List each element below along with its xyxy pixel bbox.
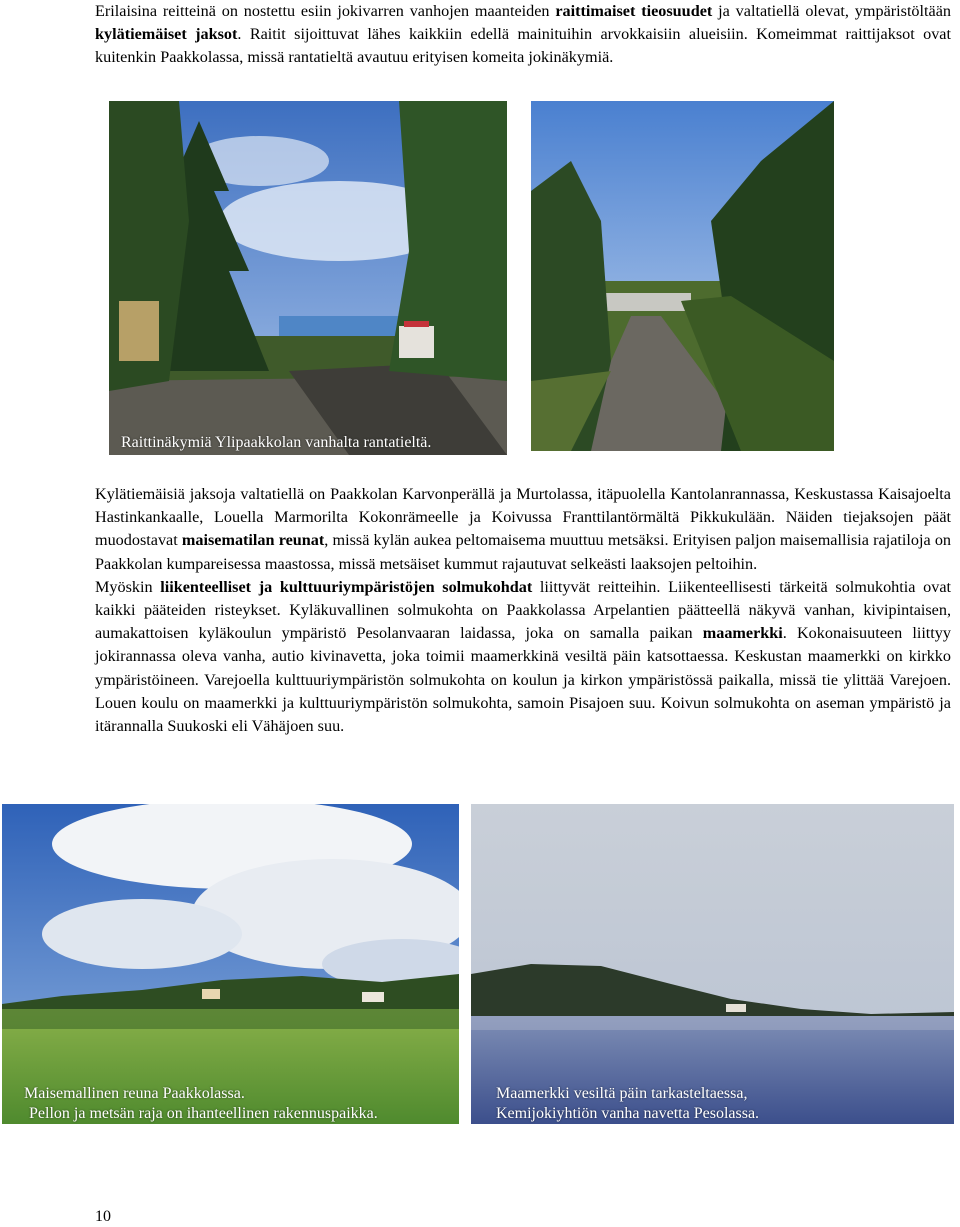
body-text-run: liittyvät reitteihin. Liikenteellisesti tärkeitä solmukohtia ovat kaikki pääteiden risteykset. Kyläkuvallinen solmukohta on Paakkolassa Arpelantien päätteellä näkyvä vanhan, kivipintaisen, aumakattoisen kyläkoulun ympäristö Pesolanvaaran laidassa, joka on samalla paikan bbox=[95, 577, 951, 643]
body-text bbox=[95, 483, 951, 738]
photo-field-edge bbox=[2, 804, 459, 1124]
intro-bold-term: kylätiemäiset jaksot bbox=[95, 25, 238, 44]
intro-text: . Raitit sijoittuvat lähes kaikkiin edellä mainituihin arvokkaisiin alueisiin. Komeimmat raittijaksot ovat kuitenkin Paakkolassa, missä rantatieltä avautuu erityisen komeita jokinäkymiä. bbox=[95, 25, 951, 67]
page-number: 10 bbox=[95, 1208, 111, 1225]
photo-caption: Maisemallinen reuna Paakkolassa. bbox=[24, 1085, 245, 1102]
photo-caption: Kemijokiyhtiön vanha navetta Pesolassa. bbox=[496, 1105, 760, 1122]
photo-village-road-right bbox=[531, 101, 834, 451]
photo-caption: Raittinäkymiä Ylipaakkolan vanhalta rantatieltä. bbox=[121, 434, 432, 451]
body-text-run: , missä kylän aukea peltomaisema muuttuu metsäksi. Erityisen paljon maisemallisia rajatiloja on Paakkolan kumpareisessa maastossa, missä metsäiset kummut rajautuvat selkeästi laaksojen peltoihin. bbox=[95, 531, 952, 573]
body-bold-term: maamerkki bbox=[702, 624, 783, 643]
photo-lake-landmark bbox=[471, 804, 954, 1124]
intro-bold-term: raittimaiset tieosuudet bbox=[555, 2, 713, 20]
intro-paragraph bbox=[95, 0, 951, 70]
body-bold-term: liikenteelliset ja kulttuuriympäristöjen solmukohdat bbox=[160, 577, 533, 596]
intro-text: ja valtatiellä olevat, ympäristöltään bbox=[712, 2, 951, 20]
intro-text: Erilaisina reitteinä on nostettu esiin jokivarren vanhojen maanteiden bbox=[95, 2, 556, 20]
body-text-run: . Kokonaisuuteen liittyy jokirannassa oleva vanha, autio kivinavetta, joka toimii maamerkkinä vesiltä päin katsottaessa. Keskustan maamerkki on kirkko ympäristöineen. Varejoella kulttuuriympäristön solmukohta on koulun ja kirkon ympäristössä paikalla, missä tie ylittää Varejoen. Louen koulu on maamerkki ja kulttuuriympäristön solmukohta, samoin Pisajoen suu. Koivun solmukohta on aseman ympäristö ja itärannalla Suukoski eli Vähäjoen suu. bbox=[95, 624, 951, 736]
photo-caption: Maamerkki vesiltä päin tarkasteltaessa, bbox=[496, 1085, 748, 1102]
photo-caption: Pellon ja metsän raja on ihanteellinen rakennuspaikka. bbox=[29, 1105, 378, 1122]
photo-village-road-left bbox=[109, 101, 507, 455]
body-paragraph-2 bbox=[95, 576, 951, 738]
body-paragraph-1 bbox=[95, 483, 951, 576]
body-bold-term: maisematilan reunat bbox=[181, 531, 325, 550]
body-text-run: Myöskin bbox=[95, 577, 161, 596]
body-text-run: Kylätiemäisiä jaksoja valtatiellä on Paakkolan Karvonperällä ja Murtolassa, itäpuolella Kantolanrannassa, Keskustassa Kaisajoelta Hastinkankaalle, Louella Marmorilta Kokonrämeelle ja Koivussa Franttilantörmältä Pikkukulään. Näiden tiejaksojen päät muodostavat bbox=[95, 485, 951, 550]
